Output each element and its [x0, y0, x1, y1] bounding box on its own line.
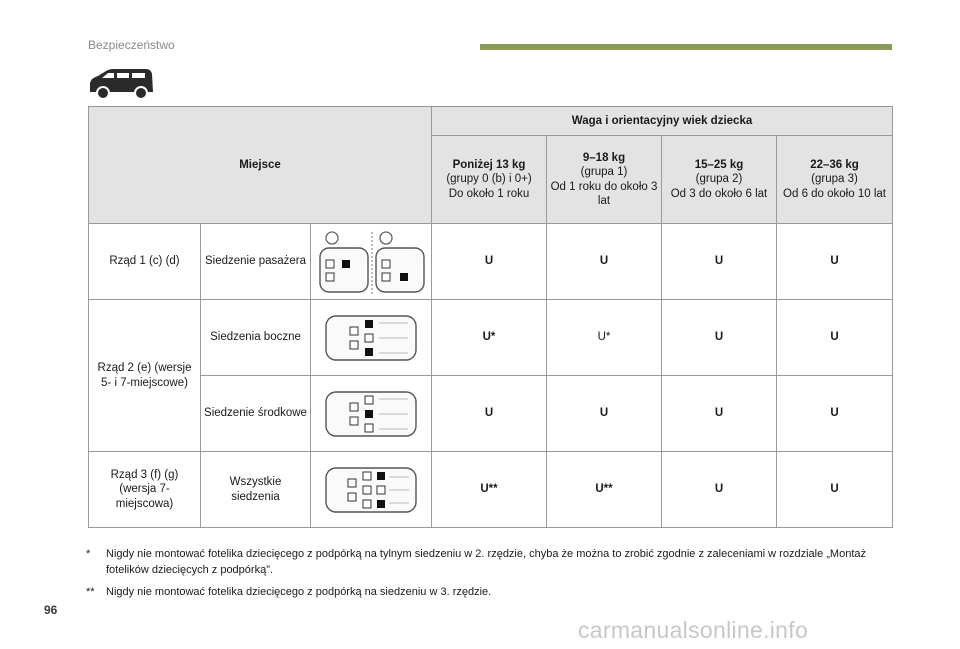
table-row: [89, 452, 893, 528]
seat-label: Siedzenia boczne: [201, 300, 311, 376]
seat-label: Wszystkie siedzenia: [201, 452, 311, 528]
suitability-cell: U: [547, 224, 662, 300]
section-title: Bezpieczeństwo: [88, 38, 175, 52]
suitability-cell: U: [777, 300, 893, 376]
group-age: Od 3 do około 6 lat: [670, 187, 768, 200]
suitability-cell: U**: [547, 452, 662, 528]
car-icon: [86, 66, 156, 102]
table-row: [89, 224, 893, 300]
front-seat-layout-icon: [314, 228, 428, 296]
group-weight: 9–18 kg: [582, 151, 626, 164]
suitability-cell: U: [432, 376, 547, 452]
group-name: (grupy 0 (b) i 0+): [446, 173, 532, 186]
suitability-cell: U: [777, 376, 893, 452]
footnote-text: Nigdy nie montować fotelika dziecięcego z podpórką na tylnym siedzeniu w 2. rzędzie, chyba że można to zrobić zgodnie z zaleceniami w rozdziale „Montaż fotelików dziecięcych z podpórką”.: [106, 548, 866, 576]
seat-label: Siedzenie pasażera: [201, 224, 311, 300]
row3-seat-layout-icon: [323, 465, 419, 515]
group-age: Od 6 do około 10 lat: [783, 187, 886, 200]
header-weight-age: Waga i orientacyjny wiek dziecka: [432, 107, 893, 136]
suitability-cell: U*: [432, 300, 547, 376]
suitability-cell: U: [777, 452, 893, 528]
watermark: carmanualsonline.info: [578, 617, 809, 643]
row-label: Rząd 2 (e) (wersje 5- i 7-miejscowe): [89, 300, 201, 452]
suitability-cell: U: [777, 224, 893, 300]
suitability-cell: U: [662, 224, 777, 300]
row2-seat-layout-icon: [323, 389, 419, 439]
suitability-cell: U: [662, 376, 777, 452]
suitability-cell: U*: [547, 300, 662, 376]
group-name: (grupa 2): [695, 173, 743, 186]
footnotes: [86, 547, 892, 607]
seat-diagram-cell: [311, 224, 432, 300]
footnote-text: Nigdy nie montować fotelika dziecięcego z podpórką na siedzeniu w 3. rzędzie.: [106, 585, 492, 598]
group-weight: 15–25 kg: [694, 158, 744, 171]
group-header: [777, 136, 893, 224]
group-header: [662, 136, 777, 224]
suitability-cell: U: [547, 376, 662, 452]
child-seat-table: [88, 106, 893, 528]
page-number: 96: [44, 603, 58, 617]
row-label: Rząd 1 (c) (d): [89, 224, 201, 300]
group-name: (grupa 1): [580, 166, 628, 179]
suitability-cell: U: [432, 224, 547, 300]
footnote: [86, 547, 892, 579]
footnote: [86, 585, 892, 601]
suitability-cell: U: [662, 452, 777, 528]
footnote-mark: **: [86, 585, 95, 598]
group-weight: Poniżej 13 kg: [452, 158, 526, 171]
seat-diagram-cell: [311, 452, 432, 528]
group-weight: 22–36 kg: [810, 158, 859, 171]
group-name: (grupa 3): [811, 173, 858, 186]
seat-diagram-cell: [311, 300, 432, 376]
row2-seat-layout-icon: [323, 313, 419, 363]
table-row: [89, 376, 893, 452]
footnote-mark: *: [86, 548, 91, 560]
group-age: Do około 1 roku: [448, 187, 530, 200]
seat-label: Siedzenie środkowe: [201, 376, 311, 452]
seat-diagram-cell: [311, 376, 432, 452]
row-label: Rząd 3 (f) (g) (wersja 7-miejscowa): [89, 452, 201, 528]
suitability-cell: U: [662, 300, 777, 376]
table-row: [89, 300, 893, 376]
group-age: Od 1 roku do około 3 lat: [550, 180, 658, 207]
group-header: [547, 136, 662, 224]
header-place: Miejsce: [89, 107, 432, 224]
suitability-cell: U**: [432, 452, 547, 528]
header-accent-bar: [480, 44, 892, 50]
group-header: [432, 136, 547, 224]
